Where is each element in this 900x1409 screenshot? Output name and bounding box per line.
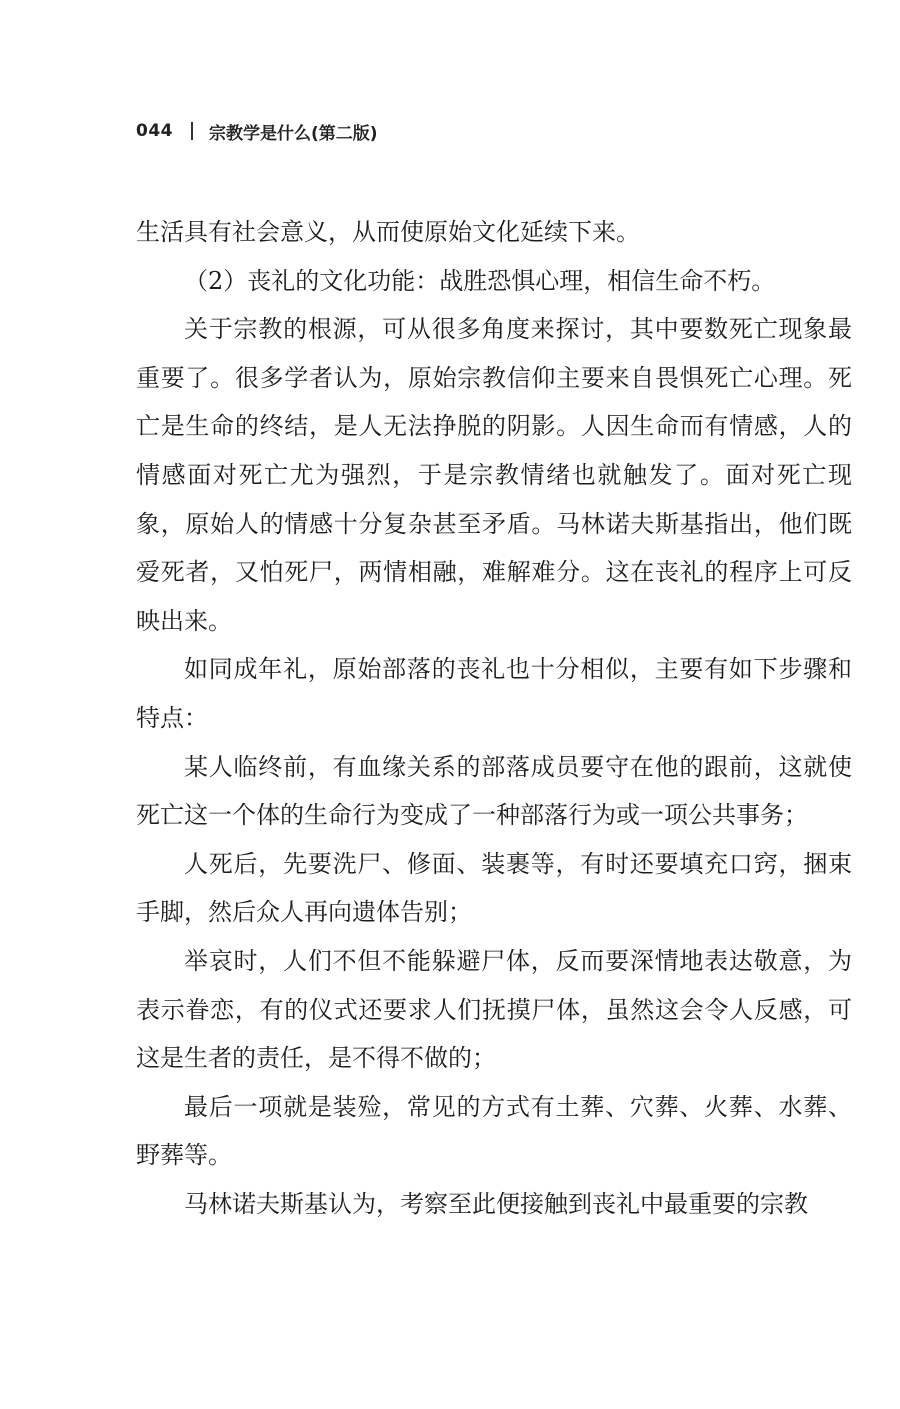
- body-text: [136, 208, 852, 1228]
- paragraph-step: 举哀时，人们不但不能躲避尸体，反而要深情地表达敬意，为表示眷恋，有的仪式还要求人们抚摸尸体，虽然这会令人反感，可这是生者的责任，是不得不做的；: [136, 946, 852, 1073]
- paragraph-step: 某人临终前，有血缘关系的部落成员要守在他的跟前，这就使死亡这一个体的生命行为变成了一种部落行为或一项公共事务；: [136, 752, 852, 830]
- paragraph: 如同成年礼，原始部落的丧礼也十分相似，主要有如下步骤和特点：: [136, 655, 852, 732]
- running-header: [136, 116, 378, 146]
- page-number: 044: [136, 121, 173, 141]
- paragraph-continuation: 生活具有社会意义，从而使原始文化延续下来。: [136, 218, 640, 246]
- paragraph-step: 最后一项就是装殓，常见的方式有土葬、穴葬、火葬、水葬、野葬等。: [136, 1092, 852, 1170]
- book-title: 宗教学是什么(第二版): [209, 123, 378, 144]
- paragraph-subheading: （2）丧礼的文化功能：战胜恐惧心理，相信生命不朽。: [184, 266, 776, 295]
- header-separator: [191, 122, 193, 140]
- paragraph-step: 人死后，先要洗尸、修面、装裹等，有时还要填充口窍，捆束手脚，然后众人再向遗体告别；: [136, 849, 852, 927]
- paragraph: 马林诺夫斯基认为，考察至此便接触到丧礼中最重要的宗教: [184, 1189, 808, 1218]
- paragraph: 关于宗教的根源，可从很多角度来探讨，其中要数死亡现象最重要了。很多学者认为，原始宗教信仰主要来自畏惧死亡心理。死亡是生命的终结，是人无法挣脱的阴影。人因生命而有情感，人的情感面对死亡尤为强烈，于是宗教情绪也就触发了。面对死亡现象，原始人的情感十分复杂甚至矛盾。马林诺夫斯基指出，他们既爱死者，又怕死尸，两情相融，难解难分。这在丧礼的程序上可反映出来。: [136, 315, 852, 635]
